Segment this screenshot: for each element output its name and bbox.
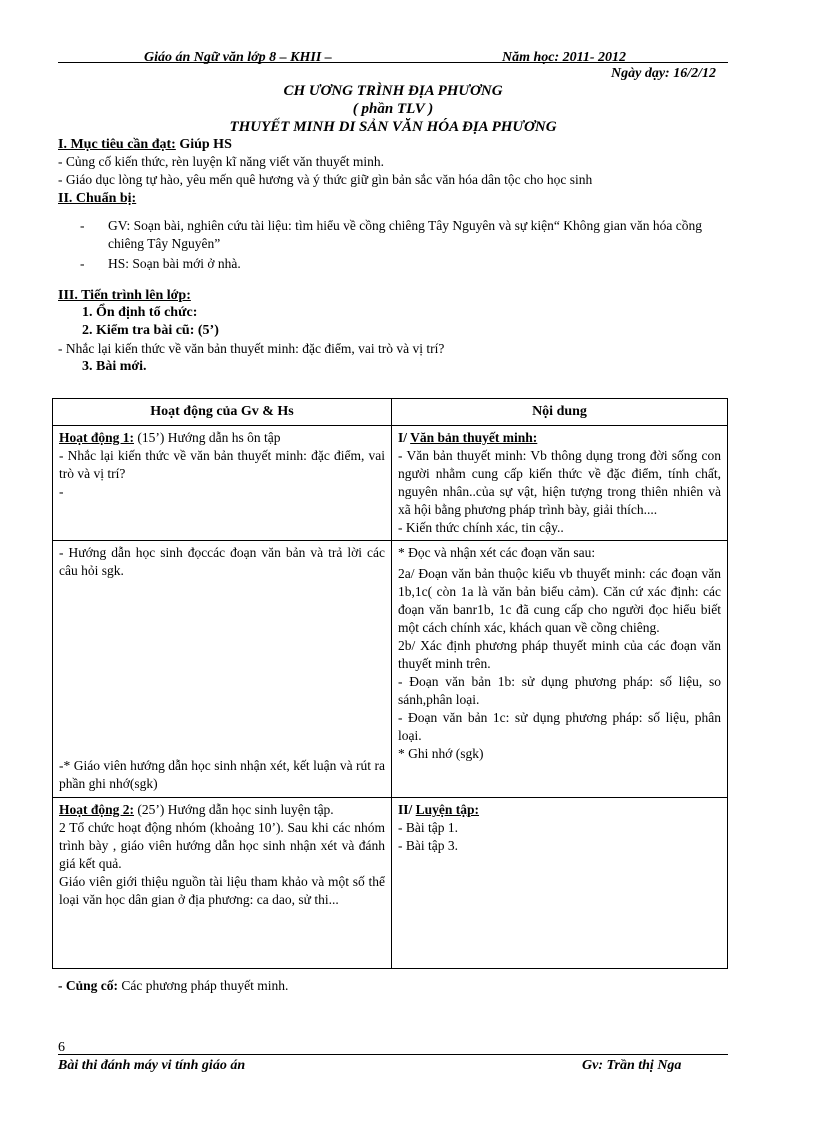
- title-line-3: THUYẾT MINH DI SẢN VĂN HÓA ĐỊA PHƯƠNG: [229, 119, 557, 135]
- column-header-content: Nội dung: [392, 399, 728, 426]
- header-course: Giáo án Ngữ văn lớp 8 – KHII –: [144, 50, 332, 65]
- objectives-tail: Giúp HS: [175, 137, 232, 152]
- objective-line: - Củng cố kiến thức, rèn luyện kĩ năng viết văn thuyết minh.: [58, 154, 384, 169]
- lesson-title: [58, 82, 728, 136]
- step-review: 2. Kiểm tra bài cũ: (5’): [82, 323, 219, 338]
- activity-cell: Hoạt động 1: (15’) Hướng dẫn hs ôn tập - Nhắc lại kiến thức về văn bản thuyết minh: đặc điểm, vai trò và vị trí? -: [53, 426, 392, 541]
- step-new-lesson: 3. Bài mới.: [82, 359, 147, 374]
- table-row: [53, 798, 728, 969]
- objectives-label: I. Mục tiêu cần đạt:: [58, 137, 176, 152]
- step-organize: 1. Ổn định tổ chức:: [82, 305, 198, 320]
- page-number: 6: [58, 1040, 65, 1055]
- section-preparation-heading: II. Chuẩn bị:: [58, 191, 137, 206]
- content-cell: I/ Văn bản thuyết minh: - Văn bản thuyết minh: Vb thông dụng trong đời sống con người nhằm cung cấp kiến thức về đặc điểm, tính chất, nguyên nhân..của sự vật, hiện tượng trong thiên nhiên và xã hội bằng phương pháp trình bày, giải thích.... - Kiến thức chính xác, tin cậy..: [392, 426, 728, 541]
- table-header-row: [53, 399, 728, 426]
- activity-2-heading: Hoạt động 2:: [59, 802, 135, 817]
- activity-cell: - Hướng dẫn học sinh đọccác đoạn văn bản và trả lời các câu hỏi sgk. -* Giáo viên hướng dẫn học sinh nhận xét, kết luận và rút ra phần ghi nhớ(sgk): [53, 541, 392, 798]
- footer-rule: [58, 1054, 728, 1055]
- page-header: [58, 40, 728, 63]
- title-line-2: ( phần TLV ): [352, 101, 434, 117]
- lesson-table: [52, 398, 728, 969]
- document-page: [58, 40, 728, 995]
- objective-line: - Giáo dục lòng tự hào, yêu mến quê hương và ý thức giữ gìn bản sắc văn hóa dân tộc cho học sinh: [58, 172, 593, 187]
- activity-1-heading: Hoạt động 1:: [59, 430, 135, 445]
- content-1-heading: Văn bản thuyết minh:: [410, 430, 538, 445]
- footer-left: Bài thi đánh máy vi tính giáo án: [58, 1058, 246, 1073]
- title-line-1: CH ƯƠNG TRÌNH ĐỊA PHƯƠNG: [283, 83, 503, 99]
- teaching-date: Ngày dạy: 16/2/12: [611, 66, 716, 81]
- header-school-year: Năm học: 2011- 2012: [502, 50, 627, 65]
- column-header-activities: Hoạt động của Gv & Hs: [53, 399, 392, 426]
- table-row: [53, 426, 728, 541]
- preparation-item: - GV: Soạn bài, nghiên cứu tài liệu: tìm hiểu về cồng chiêng Tây Nguyên và sự kiện“ Không gian văn hóa cồng chiêng Tây Nguyên”: [80, 218, 702, 251]
- content-cell: II/ Luyện tập: - Bài tập 1. - Bài tập 3.: [392, 798, 728, 969]
- preparation-item: - HS: Soạn bài mới ở nhà.: [80, 256, 241, 271]
- content-2-heading: Luyện tập:: [415, 802, 480, 817]
- content-cell: * Đọc và nhận xét các đoạn văn sau: 2a/ Đoạn văn bản thuộc kiểu vb thuyết minh: các đoạn văn 1b,1c( còn 1a là văn bản biểu cảm). Căn cứ xác định: các đoạn văn banr1b, 1c đã cung cấp cho người đọc hiểu biết một cách chính xác, khách quan về cồng chiêng. 2b/ Xác định phương pháp thuyết minh của các đoạn văn thuyết minh trên. - Đoạn văn bản 1b: sử dụng phương pháp: số liệu, so sánh,phân loại. - Đoạn văn bản 1c: sử dụng phương pháp: số liệu, phân loại. * Ghi nhớ (sgk): [392, 541, 728, 798]
- review-question: - Nhắc lại kiến thức về văn bản thuyết minh: đặc điểm, vai trò và vị trí?: [58, 341, 445, 356]
- footer-author: Gv: Trần thị Nga: [582, 1058, 682, 1073]
- table-row: [53, 541, 728, 798]
- section-objectives-heading: [58, 136, 728, 153]
- consolidation-note: - Củng cố: Các phương pháp thuyết minh.: [58, 978, 289, 993]
- section-procedure-heading: III. Tiến trình lên lớp:: [58, 288, 191, 303]
- activity-cell: Hoạt động 2: (25’) Hướng dẫn học sinh luyện tập. 2 Tổ chức hoạt động nhóm (khoảng 10’). Sau khi các nhóm trình bày , giáo viên hướng dẫn học sinh nhận xét và đánh giá kết quả. Giáo viên giới thiệu nguồn tài liệu tham khảo và một số thể loại văn học dân gian ở địa phương: ca dao, sử thi...: [53, 798, 392, 969]
